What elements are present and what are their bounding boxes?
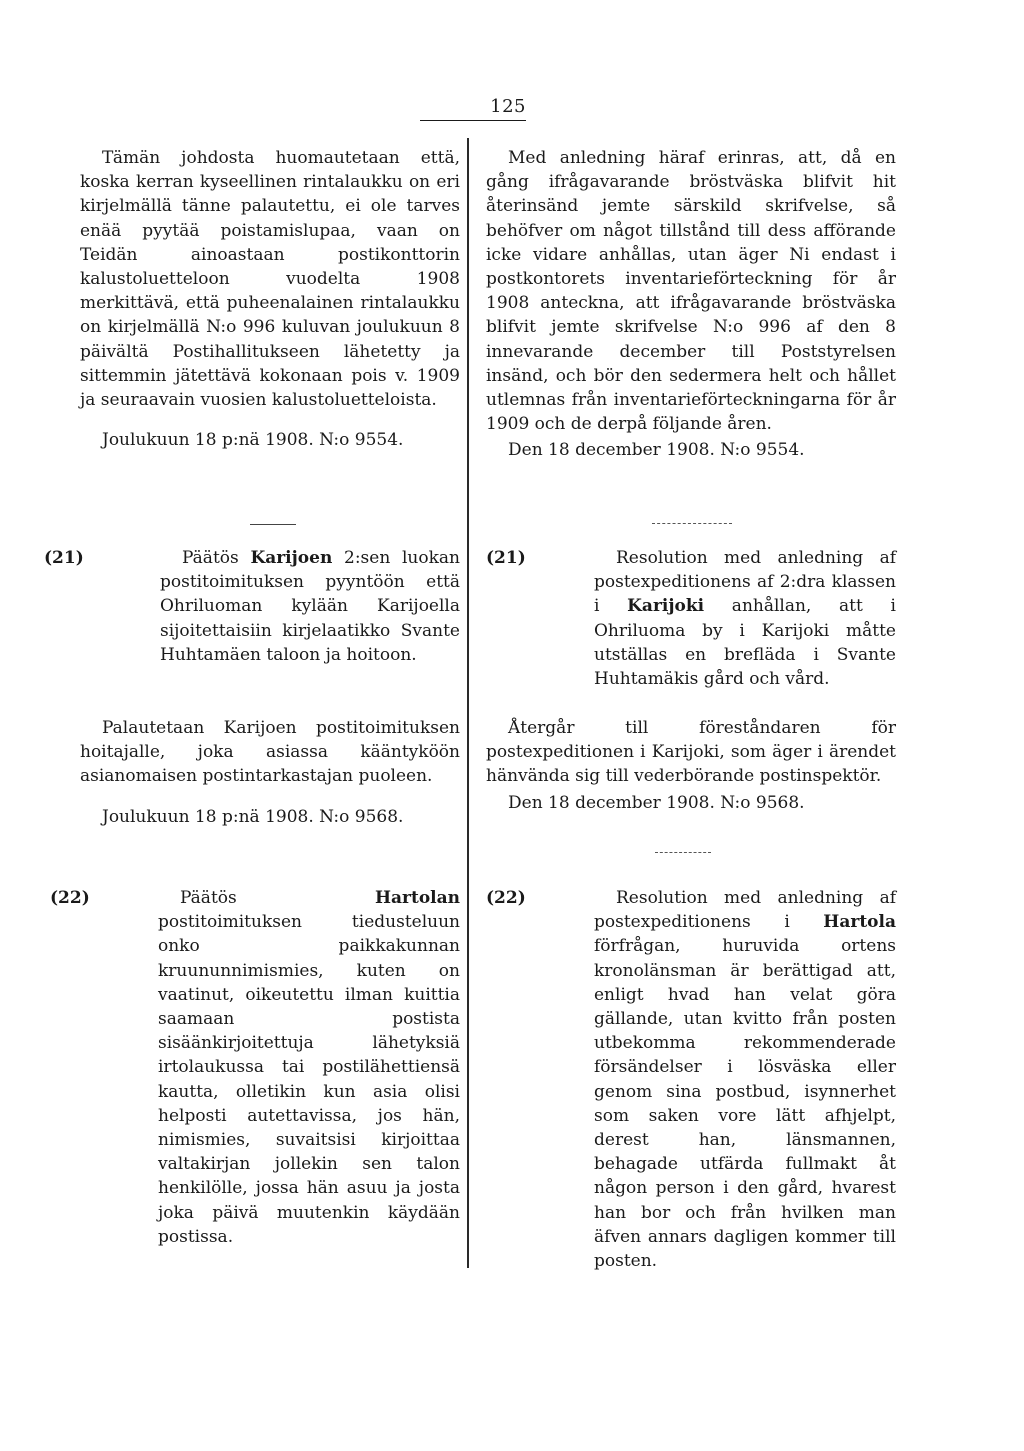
entry-21-fi-date: Joulukuun 18 p:nä 1908. N:o 9568. bbox=[102, 806, 404, 827]
entry-22-sv-place: Hartola bbox=[823, 912, 896, 933]
entry-21-finnish-heading bbox=[160, 546, 460, 667]
entry-22-number-sv: (22) bbox=[486, 888, 526, 908]
entry-21-fi-body: Palautetaan Karijoen postitoimituksen hoitajalle, joka asiassa kääntyköön asianomaisen postintarkastajan puoleen. bbox=[80, 718, 460, 787]
entry-21-sv-date: Den 18 december 1908. N:o 9568. bbox=[508, 792, 805, 813]
separator-left-1 bbox=[250, 524, 296, 525]
entry-21-sv-head-pre: Resolution med anledning af postexpeditionens af 2:dra klassen i bbox=[594, 548, 896, 617]
top-finnish-date: Joulukuun 18 p:nä 1908. N:o 9554. bbox=[102, 430, 404, 451]
entry-22-sv-head-post: förfrågan, huruvida ortens kronolänsman är berättigad att, enligt hvad han velat göra gällande, utan kvitto från posten utbekomma rekommenderade försändelser i lösväska eller genom sina postbud, isynnerhet som saken vore lätt afhjelpt, derest han, länsmannen, behagade utfärda fullmakt åt någon person i den gård, hvarest han bor och från hvilken man äfven annars dagligen kommer till posten. bbox=[594, 936, 896, 1272]
entry-21-fi-head-pre: Päätös bbox=[182, 548, 251, 568]
top-finnish-block bbox=[80, 146, 460, 452]
entry-22-swedish-heading bbox=[594, 886, 896, 1273]
entry-21-swedish-body bbox=[486, 716, 896, 815]
entry-21-swedish-heading bbox=[594, 546, 896, 691]
separator-right-1 bbox=[652, 523, 732, 524]
entry-21-fi-head-post: 2:sen luokan postitoimituksen pyyntöön että Ohriluoman kylään Karijoella sijoitettaisiin kirjelaatikko Svante Huhtamäen taloon ja hoitoon. bbox=[160, 548, 460, 665]
column-divider bbox=[467, 138, 469, 1268]
separator-right-2 bbox=[655, 852, 711, 853]
entry-22-finnish-heading bbox=[158, 886, 460, 1249]
page-number: 125 bbox=[420, 96, 526, 121]
top-finnish-paragraph: Tämän johdosta huomautetaan että, koska kerran kyseellinen rintalaukku on eri kirjelmällä tänne palautettu, ei ole tarves enää pyytää poistamislupaa, vaan on Teidän ainoastaan postikonttorin kalustoluetteloon vuodelta 1908 merkittävä, että puheenalainen rintalaukku on kirjelmällä N:o 996 kuluvan joulukuun 8 päivältä Postihallitukseen lähetetty ja sittemmin jätettävä kokonaan pois v. 1909 ja seuraavain vuosien kalustoluetteloista. bbox=[80, 148, 460, 411]
entry-22-fi-place: Hartolan bbox=[374, 888, 460, 908]
entry-21-number-sv: (21) bbox=[486, 548, 526, 568]
entry-22-sv-head-pre: Resolution med anledning af postexpeditionens i bbox=[594, 888, 896, 933]
entry-22-number-fi: (22) bbox=[50, 888, 90, 908]
entry-22-fi-head-pre: Päätös bbox=[180, 888, 375, 908]
entry-21-sv-body: Återgår till föreståndaren för postexpeditionen i Karijoki, som äger i ärendet hänvända sig till vederbörande postinspektör. bbox=[486, 718, 896, 787]
top-swedish-paragraph: Med anledning häraf erinras, att, då en gång ifrågavarande bröstväska blifvit hit återinsänd jemte särskild skrifvelse, så behöfver om något tillstånd till dess afförande icke vidare anhållas, utan äger Ni endast i postkontorets inventarieförteckning för år 1908 anteckna, att ifrågavarande bröstväska blifvit jemte skrifvelse N:o 996 af den 8 innevarande december till Poststyrelsen insänd, och bör den sedermera helt och hållet utlemnas från inventarieförteckningarna för år 1909 och de derpå följande åren. bbox=[486, 148, 896, 435]
entry-21-sv-place: Karijoki bbox=[627, 596, 705, 617]
top-swedish-block bbox=[486, 146, 896, 463]
entry-21-sv-head-post: anhållan, att i Ohriluoma by i Karijoki måtte utställas en brefläda i Svante Huhtamäkis gård och vård. bbox=[594, 596, 896, 690]
entry-22-fi-head-post: postitoimituksen tiedusteluun onko paikkakunnan kruununnimismies, kuten on vaatinut, oikeutettu ilman kuittia saamaan postista sisäänkirjoitettuja lähetyksiä irtolaukussa tai postilähettiensä kautta, olletikin kun asia olisi helposti autettavissa, jos hän, nimismies, suvaitsisi kirjoittaa valtakirjan jollekin sen talon henkilölle, jossa hän asuu ja josta joka päivä muutenkin käydään postissa. bbox=[158, 912, 460, 1247]
entry-21-finnish-body bbox=[80, 716, 460, 829]
top-swedish-date: Den 18 december 1908. N:o 9554. bbox=[508, 440, 805, 461]
entry-21-number-fi: (21) bbox=[44, 548, 84, 568]
entry-21-fi-place: Karijoen bbox=[250, 548, 333, 568]
